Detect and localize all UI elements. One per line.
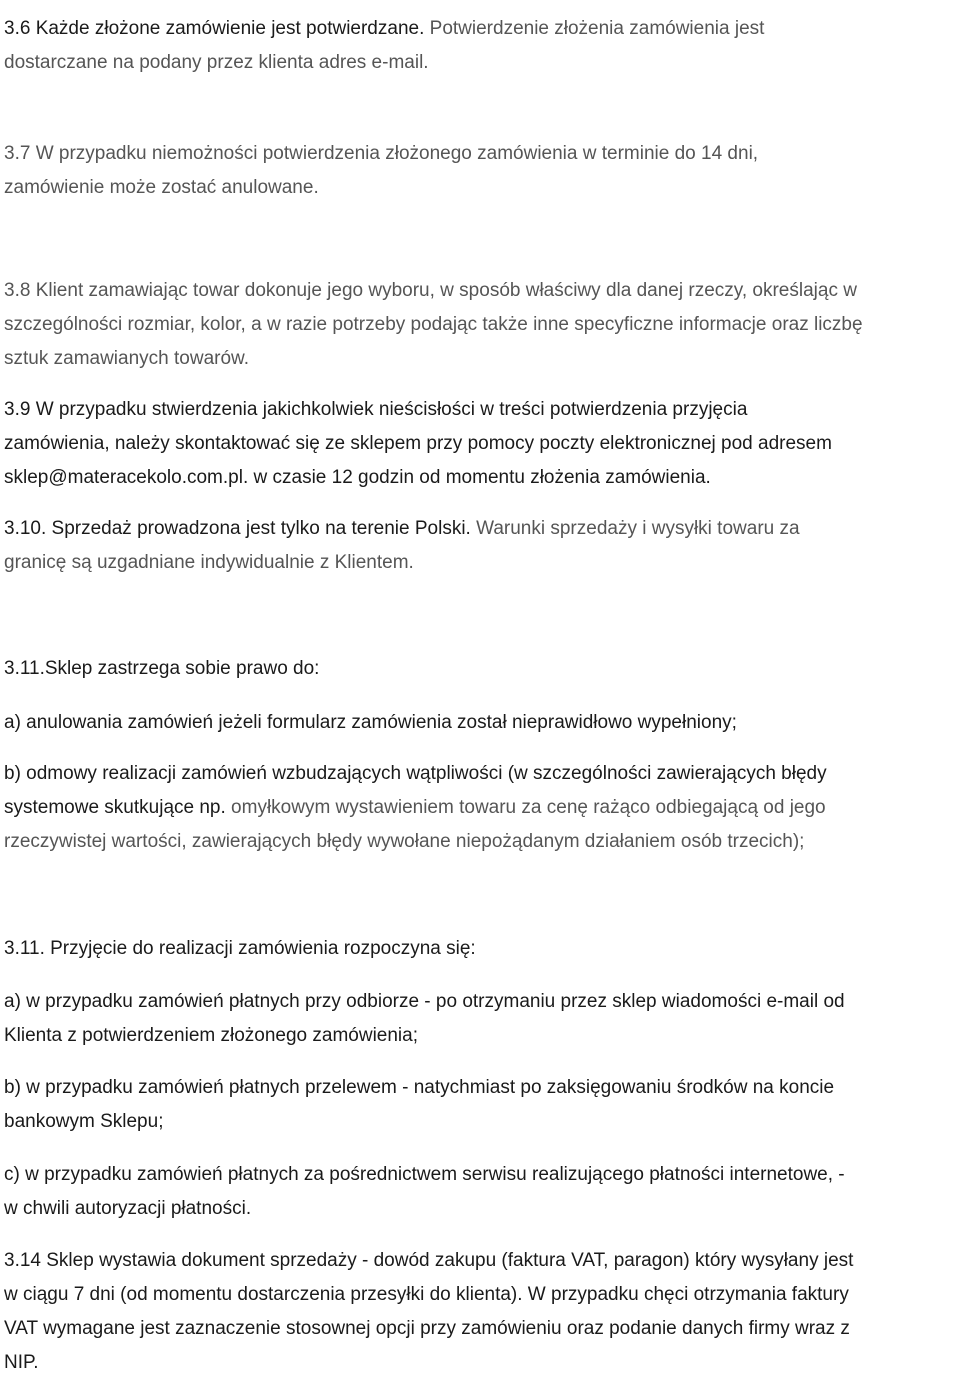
- text-segment: rzeczywistej wartości, zawierających błędy wywołane niepożądanym działaniem osób trzecich);: [4, 831, 805, 852]
- text-line: [4, 1071, 956, 1105]
- paragraph-p37: [4, 137, 956, 205]
- paragraph-p36: [4, 12, 956, 80]
- text-line: [4, 1244, 956, 1278]
- text-segment: zamówienia, należy skontaktować się ze sklepem przy pomocy poczty elektronicznej pod adresem: [4, 433, 832, 454]
- text-line: [4, 461, 956, 495]
- text-segment: w chwili autoryzacji płatności.: [4, 1198, 252, 1219]
- text-segment: a) w przypadku zamówień płatnych przy odbiorze - po otrzymaniu przez sklep wiadomości e-mail od: [4, 991, 845, 1012]
- text-segment: b) w przypadku zamówień płatnych przelewem - natychmiast po zaksięgowaniu środków na koncie: [4, 1077, 835, 1098]
- text-segment: VAT wymagane jest zaznaczenie stosownej opcji przy zamówieniu oraz podanie danych firmy wraz z: [4, 1318, 850, 1339]
- text-line: [4, 546, 956, 580]
- text-segment: omyłkowym wystawieniem towaru za cenę rażąco odbiegającą od jego: [231, 797, 826, 818]
- text-line: [4, 393, 956, 427]
- text-segment: w ciągu 7 dni (od momentu dostarczenia przesyłki do klienta). W przypadku chęci otrzymania faktury: [4, 1284, 849, 1305]
- text-line: [4, 1105, 956, 1139]
- text-segment: zamówienie może zostać anulowane.: [4, 177, 319, 198]
- text-line: [4, 1346, 956, 1380]
- paragraph-p311a-a: [4, 706, 956, 740]
- text-segment: sklep@materacekolo.com.pl. w czasie 12 godzin od momentu złożenia zamówienia.: [4, 467, 711, 488]
- text-line: [4, 1312, 956, 1346]
- text-segment: sztuk zamawianych towarów.: [4, 348, 249, 369]
- text-segment: 3.7 W przypadku niemożności potwierdzenia złożonego zamówienia w terminie do 14 dni,: [4, 143, 759, 164]
- paragraph-p311b: [4, 932, 956, 966]
- text-line: [4, 308, 956, 342]
- text-line: [4, 706, 956, 740]
- text-segment: a) anulowania zamówień jeżeli formularz zamówienia został nieprawidłowo wypełniony;: [4, 712, 737, 733]
- text-line: [4, 825, 956, 859]
- text-segment: 3.8 Klient zamawiając towar dokonuje jego wyboru, w sposób właściwy dla danej rzeczy, określając w: [4, 280, 857, 301]
- text-segment: systemowe skutkujące np.: [4, 797, 232, 818]
- text-line: [4, 342, 956, 376]
- text-segment: Warunki sprzedaży i wysyłki towaru za: [476, 518, 800, 539]
- text-line: [4, 274, 956, 308]
- text-segment: 3.9 W przypadku stwierdzenia jakichkolwiek nieścisłości w treści potwierdzenia przyjęcia: [4, 399, 748, 420]
- text-line: [4, 46, 956, 80]
- text-line: [4, 791, 956, 825]
- text-segment: dostarczane na podany przez klienta adres e-mail.: [4, 52, 429, 73]
- text-segment: Potwierdzenie złożenia zamówienia jest: [429, 18, 765, 39]
- text-segment: szczególności rozmiar, kolor, a w razie potrzeby podając także inne specyficzne informacje oraz liczbę: [4, 314, 863, 335]
- paragraph-p39: [4, 393, 956, 495]
- text-line: [4, 137, 956, 171]
- text-line: [4, 512, 956, 546]
- text-line: [4, 12, 956, 46]
- paragraph-p310: [4, 512, 956, 580]
- text-line: [4, 985, 956, 1019]
- paragraph-p311a: [4, 652, 956, 686]
- text-segment: NIP.: [4, 1352, 39, 1373]
- text-line: [4, 171, 956, 205]
- text-segment: 3.11.Sklep zastrzega sobie prawo do:: [4, 658, 320, 679]
- text-line: [4, 1278, 956, 1312]
- text-line: [4, 757, 956, 791]
- text-line: [4, 652, 956, 686]
- text-segment: c) w przypadku zamówień płatnych za pośrednictwem serwisu realizującego płatności internetowe, -: [4, 1164, 845, 1185]
- text-segment: granicę są uzgadniane indywidualnie z Klientem.: [4, 552, 414, 573]
- text-segment: 3.6 Każde złożone zamówienie jest potwierdzane.: [4, 18, 430, 39]
- text-segment: 3.14 Sklep wystawia dokument sprzedaży - dowód zakupu (faktura VAT, paragon) który wysyłany jest: [4, 1250, 854, 1271]
- text-line: [4, 1019, 956, 1053]
- text-segment: b) odmowy realizacji zamówień wzbudzających wątpliwości (w szczególności zawierających błędy: [4, 763, 827, 784]
- text-line: [4, 1158, 956, 1192]
- text-line: [4, 427, 956, 461]
- text-segment: 3.11. Przyjęcie do realizacji zamówienia rozpoczyna się:: [4, 938, 476, 959]
- paragraph-p311b-b: [4, 1071, 956, 1139]
- text-segment: bankowym Sklepu;: [4, 1111, 164, 1132]
- paragraph-p311b-c: [4, 1158, 956, 1226]
- text-segment: Klienta z potwierdzeniem złożonego zamówienia;: [4, 1025, 419, 1046]
- text-line: [4, 1192, 956, 1226]
- text-line: [4, 932, 956, 966]
- text-segment: 3.10. Sprzedaż prowadzona jest tylko na terenie Polski.: [4, 518, 477, 539]
- paragraph-p314: [4, 1244, 956, 1380]
- paragraph-p38: [4, 274, 956, 376]
- paragraph-p311b-a: [4, 985, 956, 1053]
- paragraph-p311a-b: [4, 757, 956, 859]
